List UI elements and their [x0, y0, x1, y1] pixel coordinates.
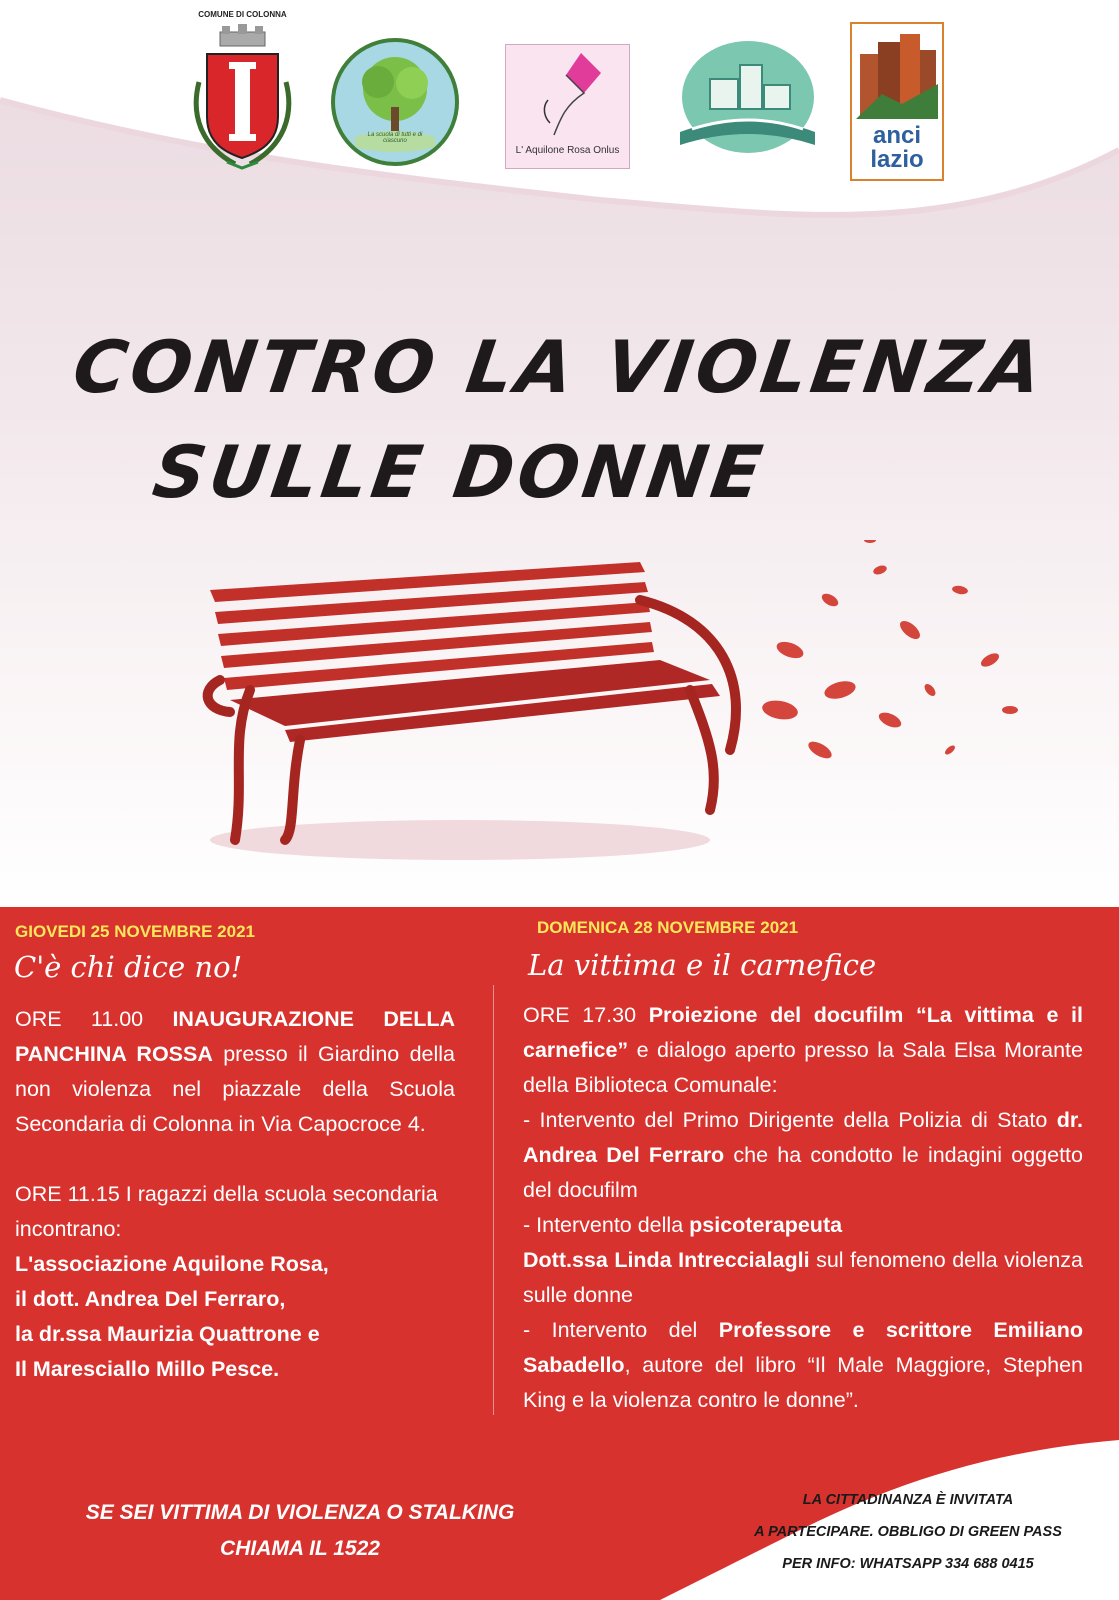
right-event-description — [523, 998, 1083, 1418]
helpline-line-2: CHIAMA IL 1522 — [220, 1537, 380, 1560]
helpline-message — [0, 1495, 600, 1567]
colonna-label: COMUNE DI COLONNA — [198, 10, 287, 19]
village-book-logo — [670, 37, 825, 167]
towers-icon — [852, 24, 942, 124]
info-line-1: LA CITTADINANZA È INVITATA — [802, 1492, 1014, 1508]
lazio-text: lazio — [870, 146, 924, 173]
school-logo — [330, 37, 460, 167]
headline-line-2: SULLE DONNE — [148, 430, 771, 514]
anci-lazio-logo — [850, 22, 944, 181]
guest-3: la dr.ssa Maurizia Quattrone e — [15, 1322, 320, 1346]
info-line-2: A PARTECIPARE. OBBLIGO DI GREEN PASS — [754, 1524, 1062, 1540]
left-event-description — [15, 1002, 455, 1387]
guest-1: L'associazione Aquilone Rosa, — [15, 1252, 329, 1276]
guest-2: il dott. Andrea Del Ferraro, — [15, 1287, 286, 1311]
left-event-paragraph-1: ORE 11.00 INAUGURAZIONE DELLA PANCHINA ROSSA presso il Giardino della non violenza nel piazzale della Scuola Secondaria di Colonna in Via Capocroce 4. — [15, 1007, 455, 1136]
colonna-coat-of-arms-logo — [185, 10, 300, 170]
right-event-date: DOMENICA 28 NOVEMBRE 2021 — [537, 918, 799, 937]
school-motto: La scuola di tutti e di ciascuno — [367, 132, 423, 144]
anci-text: anci — [872, 122, 922, 149]
tree-icon — [330, 37, 460, 167]
right-event-title: La vittima e il carnefice — [528, 948, 877, 982]
headline-line-1: CONTRO LA VIOLENZA — [68, 325, 1051, 409]
column-divider — [493, 985, 494, 1415]
left-event-paragraph-2: ORE 11.15 I ragazzi della scuola secondaria incontrano: — [15, 1182, 438, 1241]
red-bench-illustration — [190, 540, 1060, 880]
aquilone-rosa-logo — [505, 44, 630, 169]
helpline-line-1: SE SEI VITTIMA DI VIOLENZA O STALKING — [85, 1501, 515, 1524]
kite-icon — [506, 45, 629, 140]
info-message — [718, 1484, 1098, 1580]
speaker-1: - Intervento del Primo Dirigente della Polizia di Stato dr. Andrea Del Ferraro che ha condotto le indagini oggetto del docufilm — [523, 1108, 1083, 1202]
speaker-3: - Intervento del Professore e scrittore Emiliano Sabadello, autore del libro “Il Male Maggiore, Stephen King e la violenza contro le donne”. — [523, 1318, 1084, 1412]
shield-icon — [185, 22, 300, 172]
guest-4: Il Maresciallo Millo Pesce. — [15, 1357, 280, 1381]
speaker-2: - Intervento della psicoterapeuta Dott.ssa Linda Intreccialagli sul fenomeno della violenza sulle donne — [523, 1213, 1083, 1307]
left-event-title: C'è chi dice no! — [14, 950, 243, 984]
right-event-intro: ORE 17.30 Proiezione del docufilm “La vittima e il carnefice” e dialogo aperto presso la Sala Elsa Morante della Biblioteca Comunale: — [523, 1003, 1084, 1097]
info-line-3: PER INFO: WHATSAPP 334 688 0415 — [782, 1556, 1034, 1572]
left-event-date: GIOVEDI 25 NOVEMBRE 2021 — [15, 922, 255, 941]
village-icon — [670, 37, 825, 167]
aquilone-label: L' Aquilone Rosa Onlus — [515, 145, 620, 156]
